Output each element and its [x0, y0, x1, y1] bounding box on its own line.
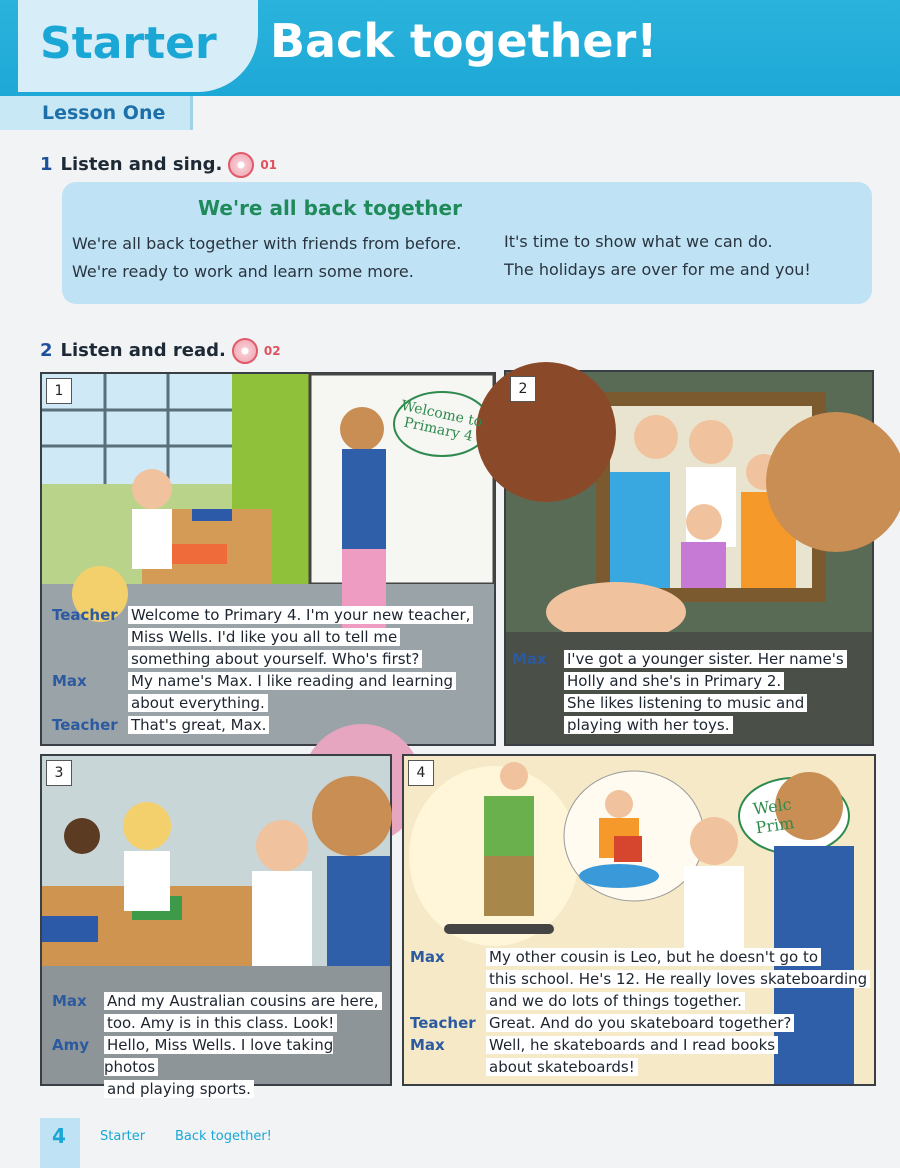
- board-writing: Welc Prim: [751, 794, 796, 838]
- speaker-name: Max: [52, 672, 87, 690]
- speaker-name: Teacher: [410, 1014, 476, 1032]
- dialog-line: [52, 626, 473, 648]
- board-writing: Welcome to Primary 4: [399, 397, 484, 445]
- dialog-line: [52, 990, 390, 1012]
- dialog-text: My name's Max. I like reading and learning: [128, 672, 456, 690]
- comic-panel-2: [504, 370, 874, 746]
- dialog-text: Hello, Miss Wells. I love taking photos: [104, 1036, 334, 1076]
- panel-number: 3: [46, 760, 72, 786]
- dialog-line: [410, 1056, 870, 1078]
- dialog-text: about skateboards!: [486, 1058, 638, 1076]
- speaker-name: Max: [52, 992, 87, 1010]
- dialog-text: I've got a younger sister. Her name's: [564, 650, 847, 668]
- unit-label: Starter: [40, 18, 217, 69]
- exercise-1-heading: [40, 152, 277, 178]
- dialog-text: Miss Wells. I'd like you all to tell me: [128, 628, 400, 646]
- dialog-line: [52, 648, 473, 670]
- speaker-name: Max: [512, 650, 547, 668]
- dialog-text: And my Australian cousins are here,: [104, 992, 382, 1010]
- audio-cd-icon[interactable]: [232, 338, 258, 364]
- dialog-text: and playing sports.: [104, 1080, 254, 1098]
- dialog-line: [52, 604, 473, 626]
- comic-panel-3: [40, 754, 392, 1098]
- dialog-line: [52, 1078, 390, 1100]
- dialog-line: [52, 670, 473, 692]
- dialog-box: [512, 648, 847, 736]
- dialog-text: My other cousin is Leo, but he doesn't go to: [486, 948, 821, 966]
- comic-panel-4: [402, 754, 876, 1086]
- panel-number: 2: [510, 376, 536, 402]
- dialog-text: about everything.: [128, 694, 268, 712]
- page-title: Back together!: [270, 14, 658, 68]
- dialog-text: too. Amy is in this class. Look!: [104, 1014, 337, 1032]
- speaker-name: Teacher: [52, 716, 118, 734]
- track-number: 01: [260, 158, 278, 172]
- song-title: We're all back together: [198, 196, 462, 220]
- song-box: [62, 182, 872, 304]
- dialog-line: [410, 1034, 870, 1056]
- dialog-text: She likes listening to music and: [564, 694, 807, 712]
- exercise-instruction: Listen and read.: [60, 340, 226, 361]
- dialog-text: and we do lots of things together.: [486, 992, 745, 1010]
- dialog-line: [410, 1012, 870, 1034]
- dialog-line: [410, 968, 870, 990]
- speaker-name: Teacher: [52, 606, 118, 624]
- dialog-text: Holly and she's in Primary 2.: [564, 672, 784, 690]
- dialog-line: [512, 648, 847, 670]
- dialog-line: [512, 670, 847, 692]
- speaker-name: Max: [410, 1036, 445, 1054]
- footer-title: Back together!: [175, 1129, 272, 1144]
- song-line: The holidays are over for me and you!: [504, 260, 811, 279]
- song-line: It's time to show what we can do.: [504, 232, 773, 251]
- exercise-number: 1: [40, 154, 53, 175]
- dialog-line: [52, 714, 473, 736]
- dialog-line: [410, 946, 870, 968]
- dialog-line: [512, 714, 847, 736]
- dialog-text: Great. And do you skateboard together?: [486, 1014, 794, 1032]
- speaker-name: Max: [410, 948, 445, 966]
- audio-cd-icon[interactable]: [228, 152, 254, 178]
- dialog-line: [52, 692, 473, 714]
- dialog-line: [52, 1012, 390, 1034]
- panel-number: 1: [46, 378, 72, 404]
- dialog-text: Well, he skateboards and I read books: [486, 1036, 778, 1054]
- speaker-name: Amy: [52, 1036, 90, 1054]
- dialog-text: Welcome to Primary 4. I'm your new teacher,: [128, 606, 473, 624]
- dialog-text: That's great, Max.: [128, 716, 269, 734]
- dialog-line: [512, 692, 847, 714]
- dialog-box: [52, 990, 390, 1100]
- dialog-text: this school. He's 12. He really loves skateboarding: [486, 970, 870, 988]
- dialog-box: [410, 946, 870, 1078]
- page-number: 4: [52, 1124, 66, 1148]
- track-number: 02: [263, 344, 281, 358]
- comic-panel-1: [40, 372, 496, 746]
- footer-unit: Starter: [100, 1129, 146, 1144]
- dialog-text: something about yourself. Who's first?: [128, 650, 422, 668]
- exercise-instruction: Listen and sing.: [60, 154, 223, 175]
- lesson-label: Lesson One: [42, 102, 166, 124]
- panel-number: 4: [408, 760, 434, 786]
- dialog-line: [410, 990, 870, 1012]
- exercise-number: 2: [40, 340, 53, 361]
- song-line: We're ready to work and learn some more.: [72, 262, 414, 281]
- song-line: We're all back together with friends from before.: [72, 234, 462, 253]
- exercise-2-heading: [40, 338, 281, 364]
- dialog-text: playing with her toys.: [564, 716, 733, 734]
- dialog-line: [52, 1034, 390, 1078]
- dialog-box: [52, 604, 473, 736]
